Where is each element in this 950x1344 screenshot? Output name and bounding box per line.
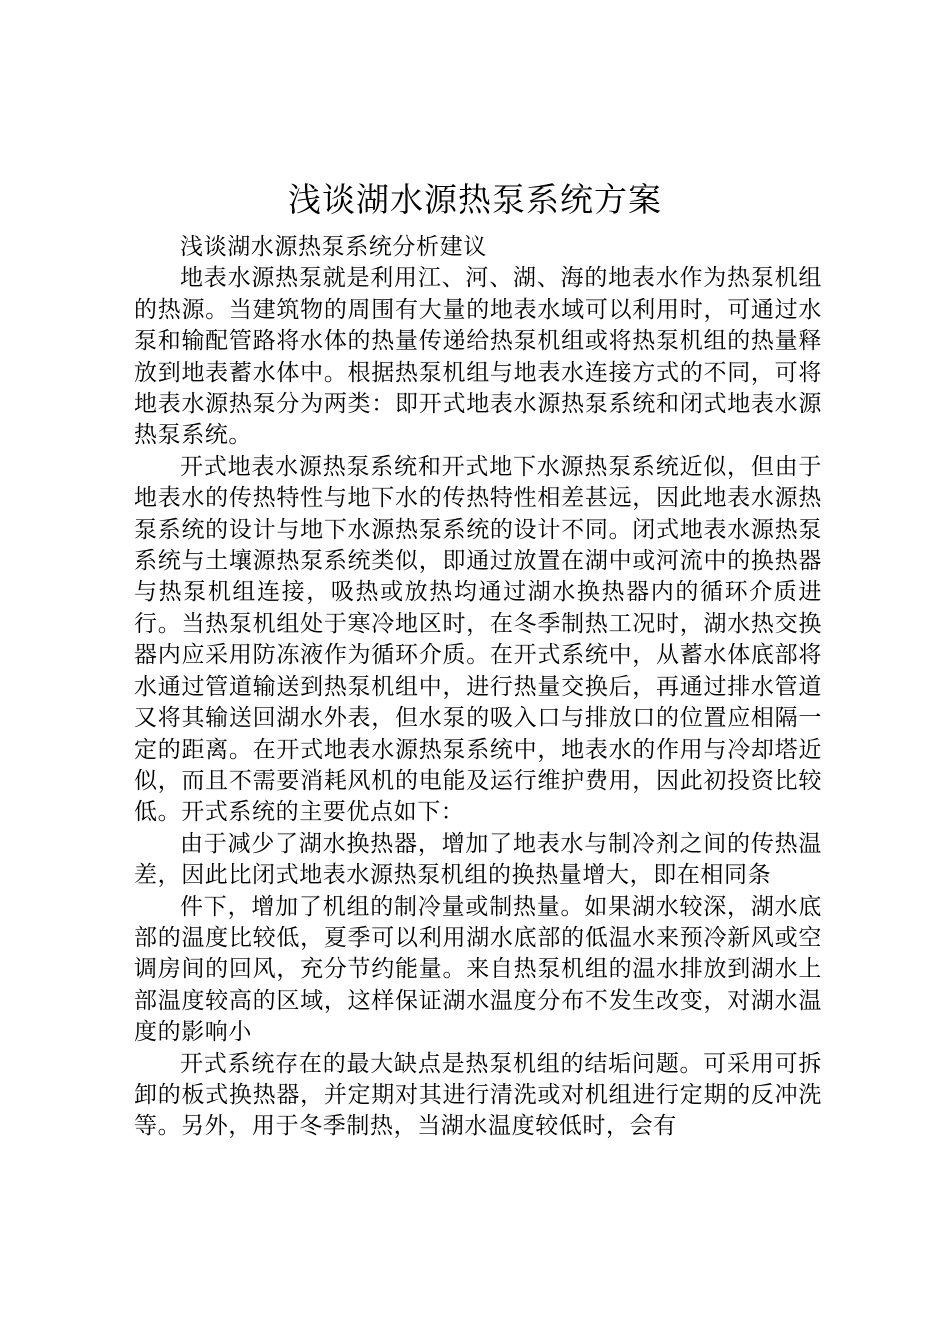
paragraph: 地表水源热泵就是利用江、河、湖、海的地表水作为热泵机组的热源。当建筑物的周围有大量的地表水域可以利用时，可通过水泵和输配管路将水体的热量传递给热泵机组或将热泵机组的热量释放到地表蓄水体中。根据热泵机组与地表水连接方式的不同，可将地表水源热泵分为两类：即开式地表水源热泵系统和闭式地表水源热泵系统。 (134, 265, 822, 449)
paragraph: 开式系统存在的最大缺点是热泵机组的结垢问题。可采用可拆卸的板式换热器，并定期对其进行清洗或对机组进行定期的反冲洗等。另外，用于冬季制热，当湖水温度较低时，会有 (134, 1050, 822, 1140)
document-body (134, 232, 822, 1143)
paragraph-subtitle: 浅谈湖水源热泵系统分析建议 (180, 234, 487, 260)
paragraph: 开式地表水源热泵系统和开式地下水源热泵系统近似，但由于地表水的传热特性与地下水的传热特性相差甚远，因此地表水源热泵系统的设计与地下水源热泵系统的设计不同。闭式地表水源热泵系统与土壤源热泵系统类似，即通过放置在湖中或河流中的换热器与热泵机组连接，吸热或放热均通过湖水换热器内的循环介质进行。当热泵机组处于寒冷地区时，在冬季制热工况时，湖水热交换器内应采用防冻液作为循环介质。在开式系统中，从蓄水体底部将水通过管道输送到热泵机组中，进行热量交换后，再通过排水管道又将其输送回湖水外表，但水泵的吸入口与排放口的位置应相隔一定的距离。在开式地表水源热泵系统中，地表水的作用与冷却塔近似，而且不需要消耗风机的电能及运行维护费用，因此初投资比较低。开式系统的主要优点如下： (134, 453, 822, 826)
document-title: 浅谈湖水源热泵系统方案 (288, 180, 662, 219)
paragraph: 件下，增加了机组的制冷量或制热量。如果湖水较深，湖水底部的温度比较低，夏季可以利用湖水底部的低温水来预冷新风或空调房间的回风，充分节约能量。来自热泵机组的温水排放到湖水上部温度较高的区域，这样保证湖水温度分布不发生改变，对湖水温度的影响小 (134, 893, 822, 1046)
paragraph: 由于减少了湖水换热器，增加了地表水与制冷剂之间的传热温差，因此比闭式地表水源热泵机组的换热量增大，即在相同条 (134, 830, 822, 889)
